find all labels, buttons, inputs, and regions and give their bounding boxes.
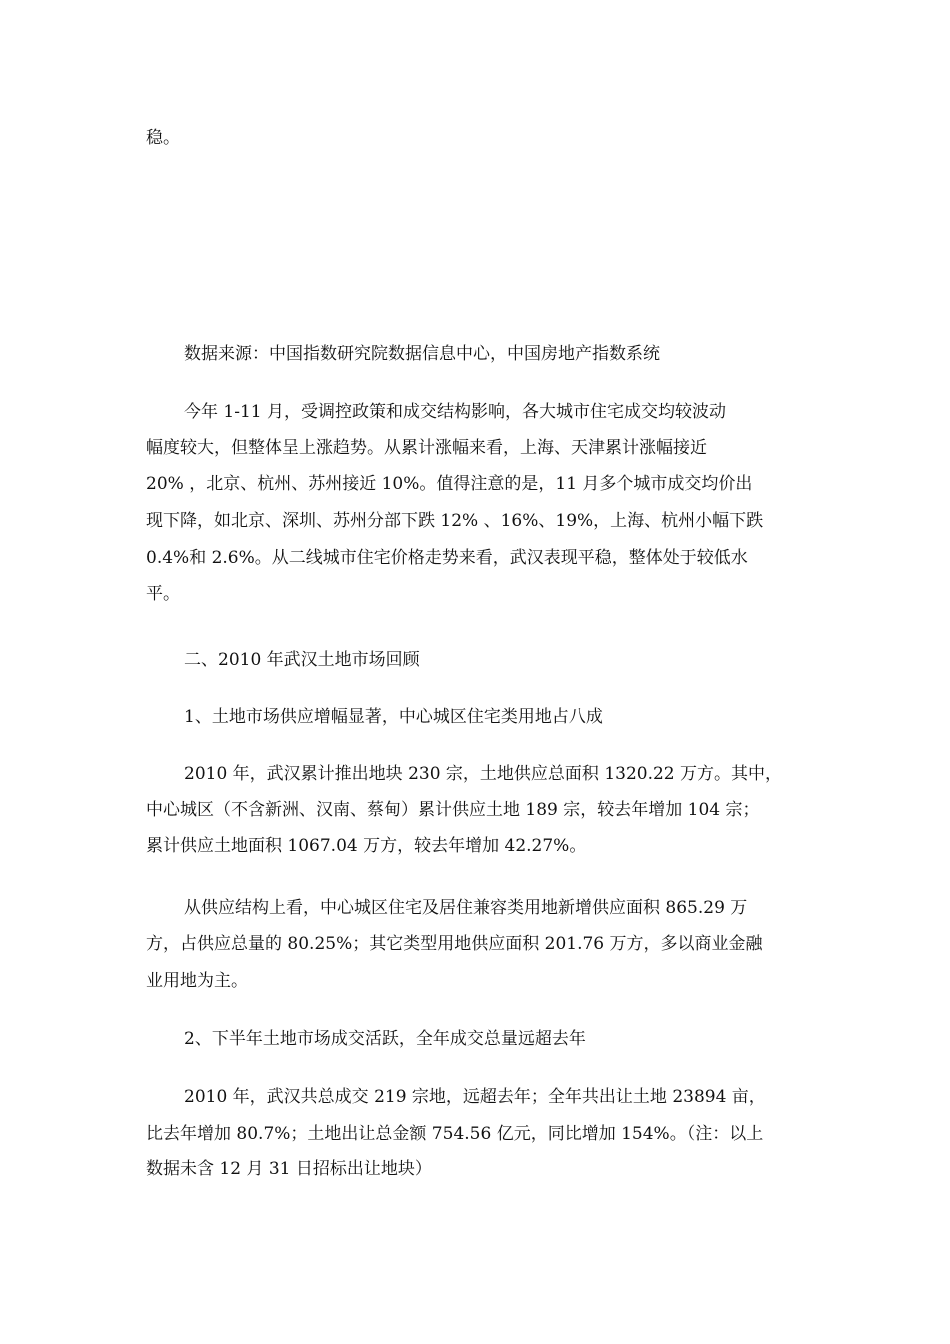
para1-line-6: 平。 xyxy=(146,584,180,604)
para1-line-2: 幅度较大，但整体呈上涨趋势。从累计涨幅来看，上海、天津累计涨幅接近 xyxy=(146,438,707,458)
para3-line-3: 业用地为主。 xyxy=(146,971,248,991)
para2-line-2: 中心城区（不含新洲、汉南、蔡甸）累计供应土地 189 宗，较去年增加 104 宗； xyxy=(146,800,760,820)
para4-line-2: 比去年增加 80.7%；土地出让总金额 754.56 亿元，同比增加 154%。（注：以上 xyxy=(146,1124,764,1144)
para3-line-1: 从供应结构上看，中心城区住宅及居住兼容类用地新增供应面积 865.29 万 xyxy=(184,898,748,918)
para1-line-1: 今年 1-11 月，受调控政策和成交结构影响，各大城市住宅成交均较波动 xyxy=(184,402,726,422)
source-note: 数据来源：中国指数研究院数据信息中心，中国房地产指数系统 xyxy=(184,344,660,364)
para4-line-3: 数据未含 12 月 31 日招标出让地块） xyxy=(146,1159,432,1179)
top-fragment: 稳。 xyxy=(146,128,180,148)
para1-line-4: 现下降，如北京、深圳、苏州分部下跌 12% 、16%、19%，上海、杭州小幅下跌 xyxy=(146,511,764,531)
subheading-1: 1、土地市场供应增幅显著，中心城区住宅类用地占八成 xyxy=(184,707,603,727)
para4-line-1: 2010 年，武汉共总成交 219 宗地，远超去年；全年共出让土地 23894 亩， xyxy=(184,1087,766,1107)
subheading-2: 2、下半年土地市场成交活跃，全年成交总量远超去年 xyxy=(184,1029,586,1049)
para2-line-1: 2010 年，武汉累计推出地块 230 宗，土地供应总面积 1320.22 万方。其中， xyxy=(184,764,783,784)
para2-line-3: 累计供应土地面积 1067.04 万方，较去年增加 42.27%。 xyxy=(146,836,587,856)
para1-line-3: 20% ，北京、杭州、苏州接近 10%。值得注意的是，11 月多个城市成交均价出 xyxy=(146,474,753,494)
section-heading: 二、2010 年武汉土地市场回顾 xyxy=(184,650,420,670)
para3-line-2: 方，占供应总量的 80.25%；其它类型用地供应面积 201.76 万方，多以商业金融 xyxy=(146,934,763,954)
para1-line-5: 0.4%和 2.6%。从二线城市住宅价格走势来看，武汉表现平稳，整体处于较低水 xyxy=(146,548,748,568)
